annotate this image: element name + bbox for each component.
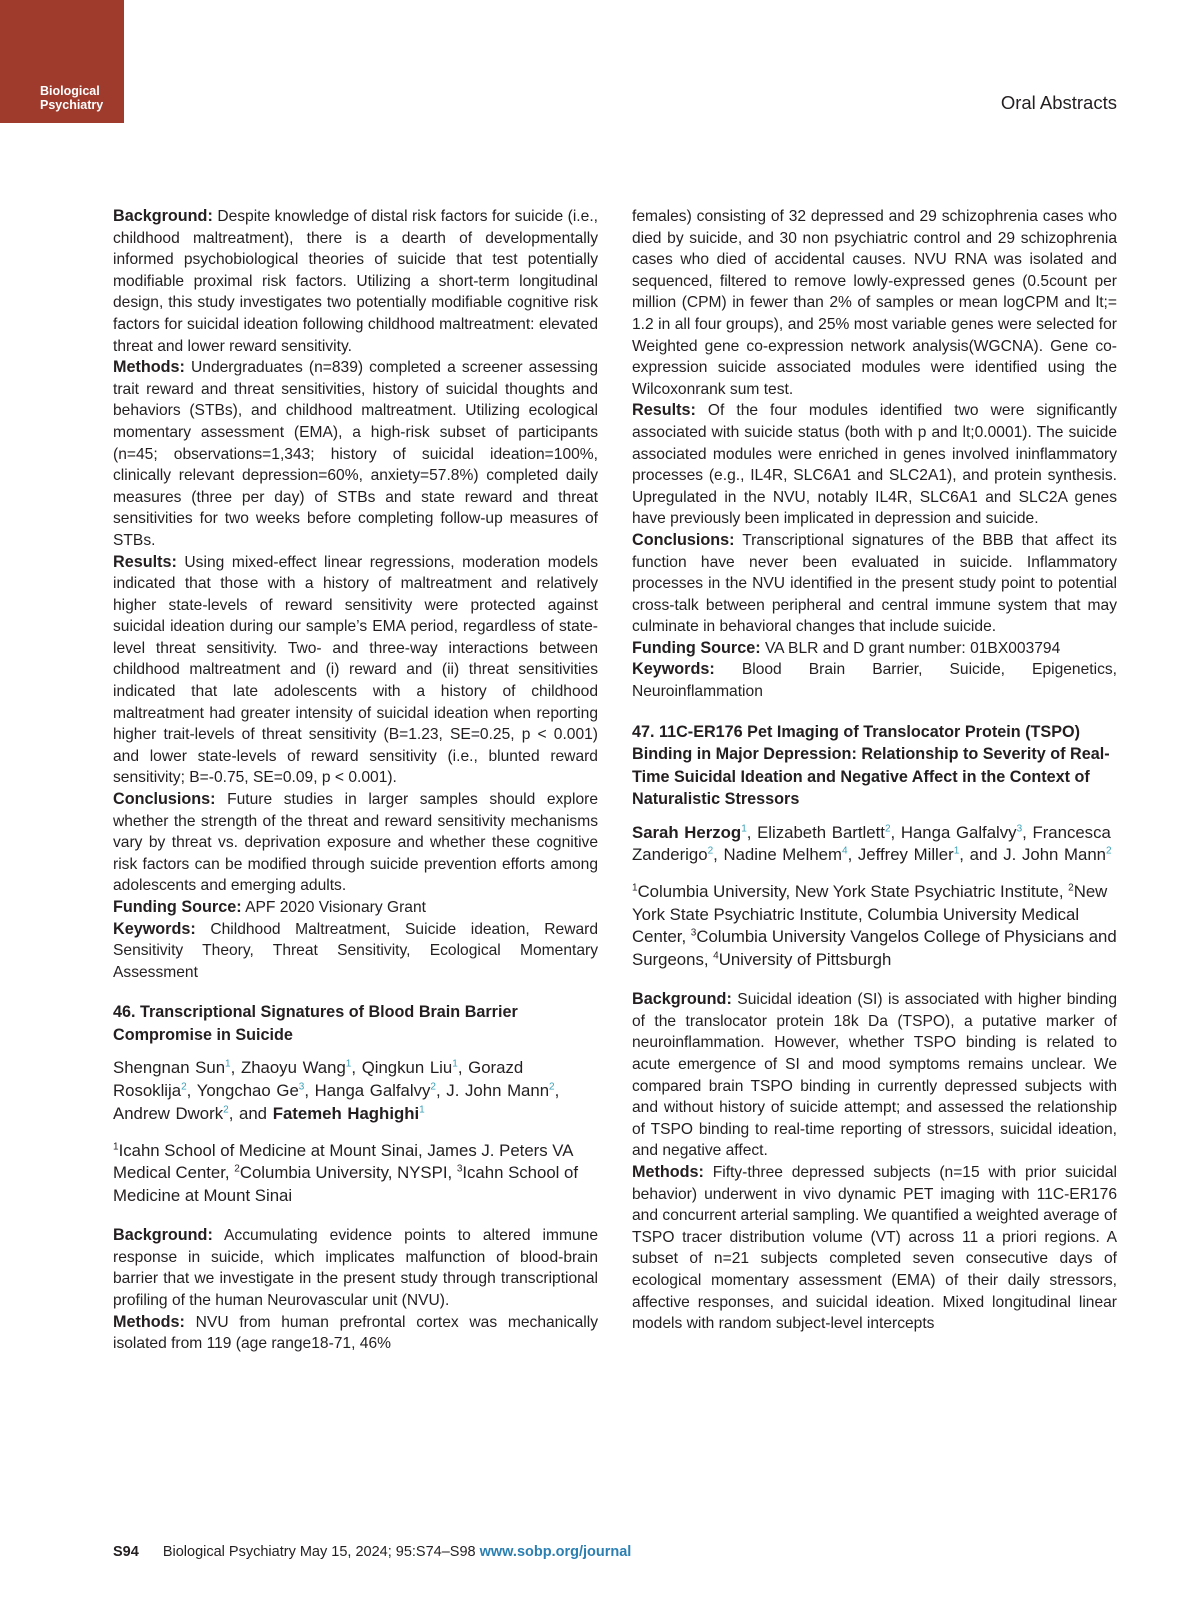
journal-name-line1: Biological	[40, 84, 100, 98]
affiliation-number: 4	[713, 950, 719, 962]
affiliation-text: Columbia University, New York State Psychiatric Institute,	[637, 882, 1069, 902]
affiliation-marker: 1	[419, 1104, 425, 1116]
abstract46-affiliations	[113, 1140, 598, 1208]
abstract47-background: Background: Suicidal ideation (SI) is associated with higher binding of the translocator protein 18k Da (TSPO), a putative marker of neuroinflammation. However, whether TSPO binding is related to acute emergence of SI and mood symptoms remains unclear. We compared brain TSPO binding in currently depressed subjects with and without history of suicide attempt; and assessed the relationship of TSPO binding to real-time reporting of stressors, suicidal ideation, and negative affect.	[632, 990, 1117, 1160]
journal-url-link[interactable]: www.sobp.org/journal	[479, 1544, 632, 1560]
right-column	[632, 206, 1117, 1335]
author-name: Gorazd Rosoklija	[113, 1058, 524, 1101]
affiliation-text: Columbia University Vangelos College of Physicians and Surgeons,	[632, 927, 1117, 969]
page-footer	[113, 1544, 631, 1560]
author-name: and J. John Mann	[969, 845, 1106, 865]
author-name: J. John Mann	[446, 1081, 550, 1101]
affiliation-marker: 1	[953, 845, 960, 857]
abstract47-methods: Methods: Fifty-three depressed subjects (n=15 with prior suicidal behavior) underwent in vivo dynamic PET imaging with 11C-ER176 and concurrent arterial sampling. We quantified a weighted average of TSPO tracer distribution volume (VT) across 11 a priori regions. A subset of n=21 subjects completed seven consecutive days of ecological momentary assessment (EMA) of their daily stressors, affective responses, and suicidal ideation. Mixed longitudinal linear models with random subject-level intercepts	[632, 1163, 1117, 1333]
author-name: Elizabeth Bartlett	[757, 822, 885, 842]
abstract46-keywords: Keywords: Blood Brain Barrier, Suicide, Epigenetics, Neuroinflammation	[632, 660, 1117, 701]
abstract45-background: Background: Despite knowledge of distal risk factors for suicide (i.e., childhood maltreatment), there is a dearth of developmentally informed psychobiological theories of suicide that test potentially modifiable proximal risk factors. Utilizing a short-term longitudinal design, this study investigates two potentially modifiable cognitive risk factors for suicidal ideation following childhood maltreatment: elevated threat and lower reward sensitivity.	[113, 207, 598, 355]
author-name: Qingkun Liu	[361, 1058, 453, 1078]
affiliation-marker: 2	[707, 845, 714, 857]
footer-citation: Biological Psychiatry May 15, 2024; 95:S74–S98	[162, 1544, 480, 1560]
author-name: Yongchao Ge	[196, 1081, 299, 1101]
abstract45-methods: Methods: Undergraduates (n=839) completed a screener assessing trait reward and threat sensitivities, history of suicidal thoughts and behaviors (STBs), and childhood maltreatment. Utilizing ecological momentary assessment (EMA), a high-risk subset of participants (n=45; observations=1,343; history of suicidal ideation=100%, clinically relevant depression=60%, anxiety=57.8%) completed daily measures (three per day) of STBs and state reward and threat sensitivities for two weeks before completing follow-up measures of STBs.	[113, 358, 598, 549]
affiliation-number: 3	[456, 1163, 463, 1175]
affiliation-marker: 3	[298, 1081, 305, 1093]
affiliation-number: 2	[1068, 882, 1074, 894]
affiliation-marker: 2	[223, 1104, 229, 1116]
affiliation-marker: 2	[884, 823, 891, 835]
left-column	[113, 206, 598, 1355]
abstract45-conclusions: Conclusions: Future studies in larger samples should explore whether the strength of the threat and reward sensitivity mechanisms vary by threat vs. deprivation exposure and whether these cognitive risk factors can be modified through suicide prevention efforts among adolescents and emerging adults.	[113, 790, 598, 895]
section-title: Oral Abstracts	[1000, 92, 1117, 113]
author-name: Francesca Zanderigo	[632, 822, 1111, 865]
author-name: Andrew Dwork	[113, 1103, 224, 1123]
affiliation-number: 3	[690, 927, 697, 939]
author-name: Sarah Herzog	[632, 822, 742, 842]
affiliation-marker: 3	[1016, 823, 1023, 835]
author-name: Zhaoyu Wang	[240, 1058, 346, 1078]
affiliation-marker: 2	[549, 1081, 555, 1093]
affiliation-text: Icahn School of Medicine at Mount Sinai	[113, 1163, 579, 1205]
author-name: Nadine Melhem	[723, 845, 842, 865]
author-name: Hanga Galfalvy	[900, 822, 1017, 842]
affiliation-number: 2	[234, 1163, 240, 1175]
abstract46-methods-continued: females) consisting of 32 depressed and 29 schizophrenia cases who died by suicide, and 30 non psychiatric control and 29 schizophrenia cases who died of accidental causes. NVU RNA was isolated and sequenced, filtered to remove lowly-expressed genes (0.5count per million (CPM) in fewer than 2% of samples or mean logCPM and lt;= 1.2 in all four groups), and 25% most variable genes were selected for Weighted gene co-expression network analysis(WGCNA). Gene co-expression suicide associated modules were identified using the Wilcoxonrank sum test.	[632, 208, 1117, 398]
abstract47-title: 47. 11C-ER176 Pet Imaging of Translocator Protein (TSPO) Binding in Major Depression: Relationship to Severity of Real-Time Suicidal Ideation and Negative Affect in the Context of Naturalistic Stressors	[632, 722, 1110, 809]
abstract46-title: 46. Transcriptional Signatures of Blood Brain Barrier Compromise in Suicide	[113, 1003, 518, 1044]
author-name: Jeffrey Miller	[857, 845, 954, 865]
affiliation-marker: 2	[1106, 845, 1112, 857]
abstract47-authors: Sarah Herzog$^1$, Elizabeth Bartlett$^2$, Hanga Galfalvy$^3$, Francesca Zanderigo$^2$, Nadine Melhem$^4$, Jeffrey Miller$^1$, and J. John Mann$^2$	[632, 822, 1112, 865]
abstract45-funding: Funding Source: APF 2020 Visionary Grant	[113, 898, 426, 916]
abstract45-keywords: Keywords: Childhood Maltreatment, Suicide ideation, Reward Sensitivity Theory, Threat Sensitivity, Ecological Momentary Assessment	[113, 919, 598, 981]
affiliation-marker: 1	[345, 1058, 352, 1070]
abstract46-methods: Methods: NVU from human prefrontal cortex was mechanically isolated from 119 (age range18-71, 46%	[113, 1312, 598, 1353]
affiliation-number: 1	[113, 1141, 119, 1153]
abstract46-authors: Shengnan Sun$^1$, Zhaoyu Wang$^1$, Qingkun Liu$^1$, Gorazd Rosoklija$^2$, Yongchao Ge$^3$, Hanga Galfalvy$^2$, J. John Mann$^2$, Andrew Dwork$^2$, and Fatemeh Haghighi$^1$	[113, 1058, 560, 1123]
abstract47-affiliations	[632, 881, 1117, 971]
affiliation-marker: 2	[181, 1081, 187, 1093]
abstract46-background: Background: Accumulating evidence points to altered immune response in suicide, which implicates malfunction of blood-brain barrier that we investigate in the present study through transcriptional profiling of the human Neurovascular unit (NVU).	[113, 1226, 598, 1310]
affiliation-marker: 1	[452, 1058, 458, 1070]
abstract46-funding: Funding Source: VA BLR and D grant number: 01BX003794	[632, 638, 1061, 657]
affiliation-marker: 4	[842, 845, 848, 857]
affiliation-marker: 1	[741, 823, 747, 835]
abstract46-conclusions: Conclusions: Transcriptional signatures of the BBB that affect its function have never been evaluated in suicide. Inflammatory processes in the NVU identified in the present study point to potential cross-talk between peripheral and central immune system that may culminate in behavioral changes that include suicide.	[632, 530, 1117, 636]
page-number: S94	[113, 1544, 139, 1560]
affiliation-text: Icahn School of Medicine at Mount Sinai, James J. Peters VA Medical Center,	[113, 1140, 573, 1183]
affiliation-marker: 2	[430, 1081, 436, 1093]
affiliation-text: New York State Psychiatric Institute, Columbia University Medical Center,	[632, 882, 1108, 947]
abstract45-results: Results: Using mixed-effect linear regressions, moderation models indicated that those with a history of maltreatment and relatively higher state-levels of reward sensitivity were protected against suicidal ideation during our sample’s EMA period, regardless of state-level threat sensitivity. Two- and three-way interactions between childhood maltreatment and (i) reward and (ii) threat sensitivities indicated that late adolescents with a history of childhood maltreatment had greater intensity of suicidal ideation when reporting higher trait-levels of threat sensitivity (B=1.23, SE=0.25, p < 0.001) and lower state-levels of reward sensitivity (i.e., blunted reward sensitivity; B=-0.75, SE=0.09, p < 0.001).	[113, 552, 598, 787]
abstract46-results: Results: Of the four modules identified two were significantly associated with suicide status (both with p and lt;0.0001). The suicide associated modules were enriched in genes involved ininflammatory processes (e.g., IL4R, SLC6A1 and SLC2A1), and protein synthesis. Upregulated in the NVU, notably IL4R, SLC6A1 and SLC2A genes have previously been implicated in depression and suicide.	[632, 401, 1117, 528]
author-name: Hanga Galfalvy	[314, 1081, 431, 1101]
affiliation-marker: 1	[225, 1058, 231, 1070]
affiliation-number: 1	[632, 882, 638, 894]
affiliation-text: Columbia University, NYSPI,	[239, 1163, 457, 1183]
journal-logo-tab	[0, 0, 124, 123]
journal-name-line2: Psychiatry	[40, 98, 104, 112]
affiliation-text: University of Pittsburgh	[718, 949, 892, 969]
author-name: Fatemeh Haghighi	[272, 1103, 420, 1123]
author-name: Shengnan Sun	[113, 1058, 226, 1078]
